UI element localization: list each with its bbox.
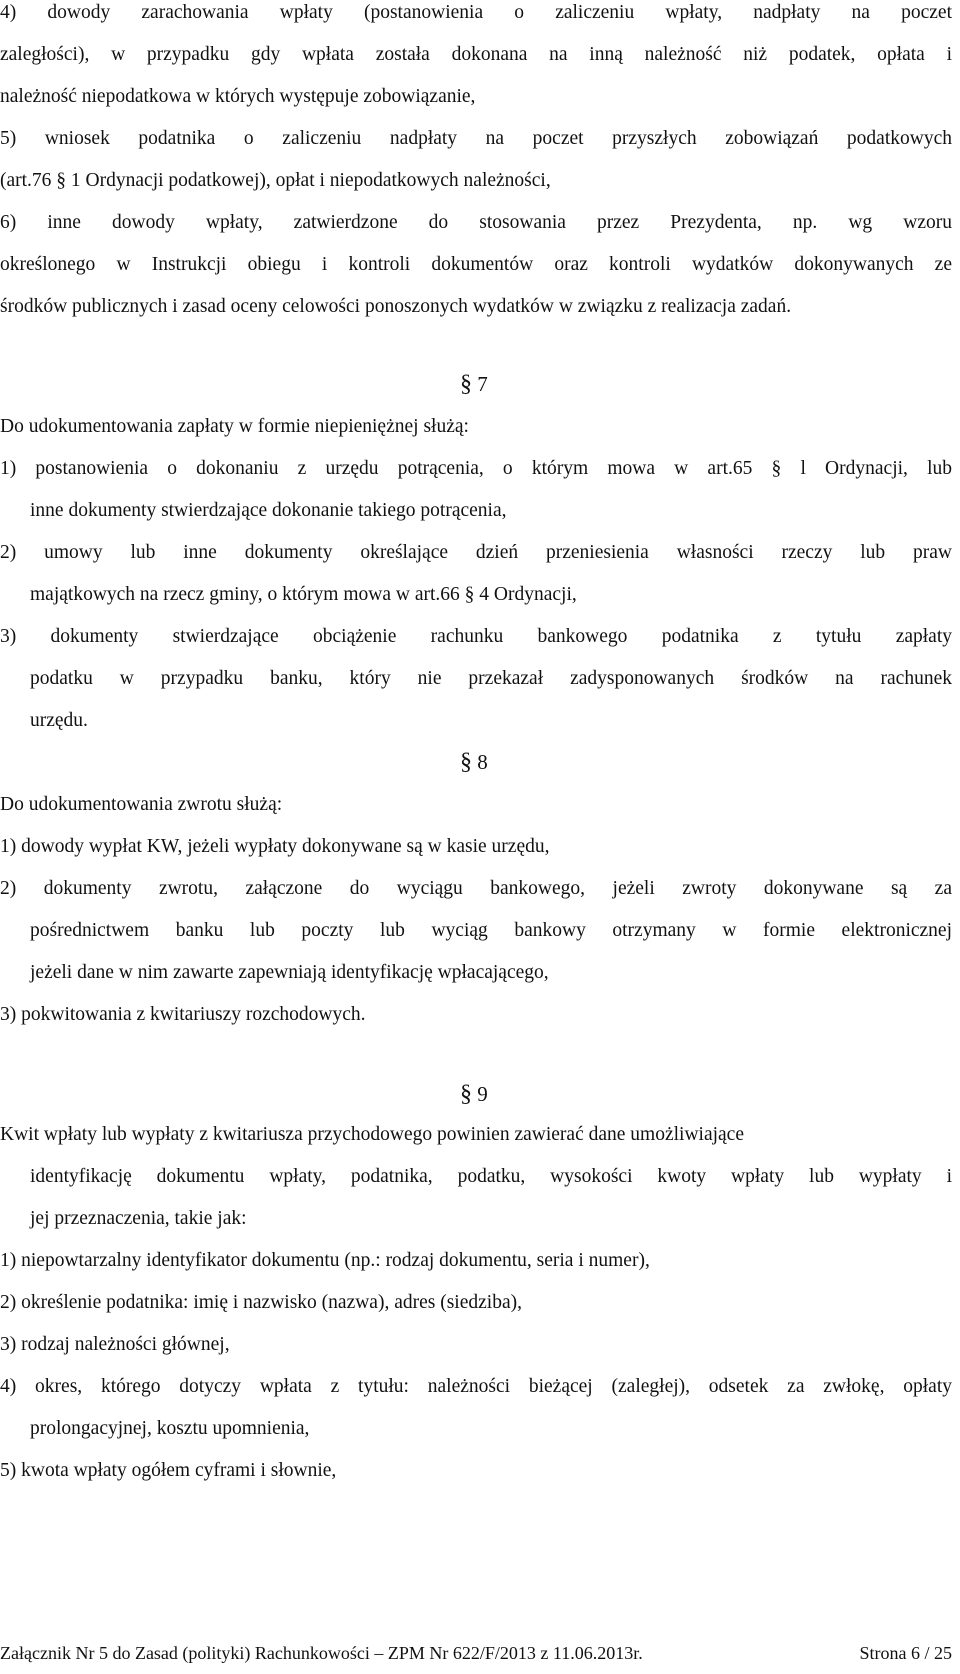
section-symbol: § (460, 749, 472, 775)
text-line: 1) niepowtarzalny identyfikator dokumentu (np.: rodzaj dokumentu, seria i numer), (0, 1250, 650, 1271)
text-line: 4) okres, którego dotyczy wpłata z tytułu: należności bieżącej (zaległej), odsetek za zwłokę, opłaty (0, 1376, 952, 1397)
section-heading (460, 1080, 488, 1108)
section-heading (460, 748, 488, 776)
text-line: 6) inne dowody wpłaty, zatwierdzone do stosowania przez Prezydenta, np. wg wzoru (0, 212, 952, 233)
text-line: jeżeli dane w nim zawarte zapewniają identyfikację wpłacającego, (30, 962, 549, 983)
text-line: identyfikację dokumentu wpłaty, podatnika, podatku, wysokości kwoty wpłaty lub wypłaty i (30, 1166, 952, 1187)
page-number: Strona 6 / 25 (859, 1643, 952, 1663)
text-line: 3) pokwitowania z kwitariuszy rozchodowych. (0, 1004, 366, 1025)
text-line: Kwit wpłaty lub wypłaty z kwitariusza przychodowego powinien zawierać dane umożliwiające (0, 1124, 744, 1145)
section-number: 8 (477, 750, 488, 774)
text-line: majątkowych na rzecz gminy, o którym mowa w art.66 § 4 Ordynacji, (30, 584, 577, 605)
text-line: jej przeznaczenia, takie jak: (30, 1208, 247, 1229)
text-line: należność niepodatkowa w których występuje zobowiązanie, (0, 86, 476, 107)
text-line: prolongacyjnej, kosztu upomnienia, (30, 1418, 310, 1439)
page-footer (0, 1640, 952, 1666)
text-line: Do udokumentowania zapłaty w formie niepieniężnej służą: (0, 416, 469, 437)
text-line: 2) określenie podatnika: imię i nazwisko (nazwa), adres (siedziba), (0, 1292, 522, 1313)
text-line: 5) kwota wpłaty ogółem cyframi i słownie, (0, 1460, 337, 1481)
text-line: środków publicznych i zasad oceny celowości ponoszonych wydatków w związku z realizacja zadań. (0, 296, 792, 317)
text-line: 2) umowy lub inne dokumenty określające dzień przeniesienia własności rzeczy lub praw (0, 542, 952, 563)
text-line: 3) dokumenty stwierdzające obciążenie rachunku bankowego podatnika z tytułu zapłaty (0, 626, 952, 647)
text-line: 5) wniosek podatnika o zaliczeniu nadpłaty na poczet przyszłych zobowiązań podatkowych (0, 128, 952, 149)
text-line: zaległości), w przypadku gdy wpłata została dokonana na inną należność niż podatek, opłata i (0, 44, 952, 65)
text-line: 1) postanowienia o dokonaniu z urzędu potrącenia, o którym mowa w art.65 § l Ordynacji, lub (0, 458, 952, 479)
text-line: 4) dowody zarachowania wpłaty (postanowienia o zaliczeniu wpłaty, nadpłaty na poczet (0, 2, 952, 23)
text-line: urzędu. (30, 710, 88, 731)
text-line: podatku w przypadku banku, który nie przekazał zadysponowanych środków na rachunek (30, 668, 952, 689)
text-line: Do udokumentowania zwrotu służą: (0, 794, 283, 815)
text-line: 3) rodzaj należności głównej, (0, 1334, 230, 1355)
section-number: 9 (477, 1082, 488, 1106)
text-line: 2) dokumenty zwrotu, załączone do wyciągu bankowego, jeżeli zwroty dokonywane są za (0, 878, 952, 899)
footer-text: Załącznik Nr 5 do Zasad (polityki) Rachunkowości – ZPM Nr 622/F/2013 z 11.06.2013r. (0, 1643, 643, 1663)
text-line: inne dokumenty stwierdzające dokonanie takiego potrącenia, (30, 500, 507, 521)
section-number: 7 (477, 372, 488, 396)
section-symbol: § (460, 371, 472, 397)
text-line: pośrednictwem banku lub poczty lub wyciąg bankowy otrzymany w formie elektronicznej (30, 920, 952, 941)
text-line: 1) dowody wypłat KW, jeżeli wypłaty dokonywane są w kasie urzędu, (0, 836, 550, 857)
text-line: (art.76 § 1 Ordynacji podatkowej), opłat i niepodatkowych należności, (0, 170, 551, 191)
section-symbol: § (460, 1081, 472, 1107)
section-heading (460, 370, 488, 398)
text-line: określonego w Instrukcji obiegu i kontroli dokumentów oraz kontroli wydatków dokonywanych ze (0, 254, 952, 275)
